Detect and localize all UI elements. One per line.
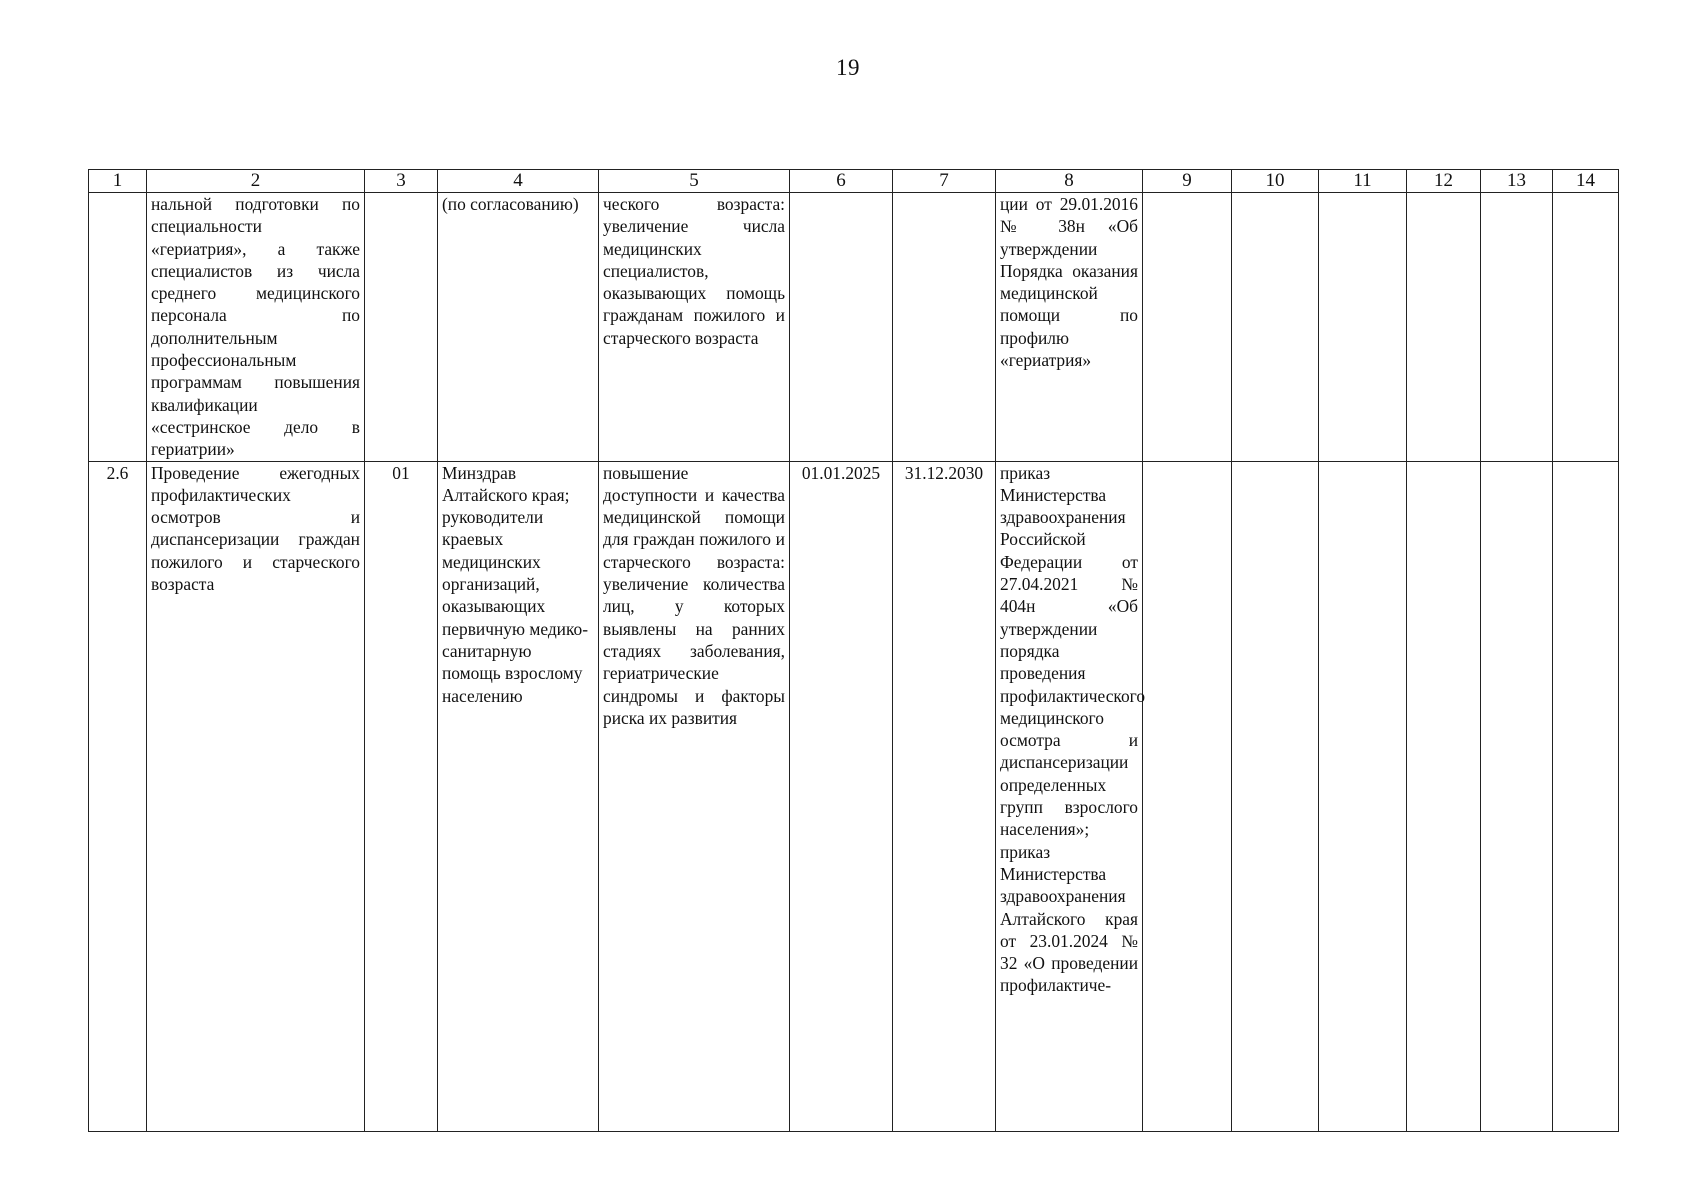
expected-result: повышение доступности и качества медицинской помощи для граждан пожилого и старческого возраста: увеличение количества лиц, у которых выявлены на ранних стадиях заболевания, гериатрические синдромы и факторы риска их развития [599, 461, 790, 1131]
legal-basis: ции от 29.01.2016 № 38н «Об утверждении Порядка оказания медицинской помощи по профилю «гериатрия» [996, 193, 1143, 462]
program-table [88, 169, 1619, 1132]
row-number: 2.6 [89, 461, 147, 1131]
col-header-12: 12 [1407, 170, 1481, 193]
cell-col-13 [1481, 461, 1553, 1131]
table-row [89, 461, 1619, 1131]
cell-col-10 [1232, 461, 1319, 1131]
col-header-7: 7 [893, 170, 996, 193]
header-row [89, 170, 1619, 193]
row-number [89, 193, 147, 462]
executors: (по согласованию) [438, 193, 599, 462]
col-header-2: 2 [147, 170, 365, 193]
col-header-4: 4 [438, 170, 599, 193]
end-date: 31.12.2030 [893, 461, 996, 1131]
legal-basis: приказ Министерства здравоохранения Российской Федерации от 27.04.2021 № 404н «Об утверждении порядка проведения профилактического медицинского осмотра и диспансеризации определенных групп взрослого населения»; приказ Министерства здравоохранения Алтайского края от 23.01.2024 № 32 «О проведении профилактиче- [996, 461, 1143, 1131]
cell-col-11 [1319, 461, 1407, 1131]
col-header-8: 8 [996, 170, 1143, 193]
task-code: 01 [365, 461, 438, 1131]
start-date: 01.01.2025 [790, 461, 893, 1131]
executors: Минздрав Алтайского края; руководители краевых медицинских организаций, оказывающих первичную медико-санитарную помощь взрослому населению [438, 461, 599, 1131]
end-date [893, 193, 996, 462]
cell-col-13 [1481, 193, 1553, 462]
cell-col-12 [1407, 193, 1481, 462]
col-header-5: 5 [599, 170, 790, 193]
col-header-10: 10 [1232, 170, 1319, 193]
col-header-6: 6 [790, 170, 893, 193]
page-number: 19 [836, 55, 860, 80]
cell-col-10 [1232, 193, 1319, 462]
col-header-14: 14 [1553, 170, 1619, 193]
cell-col-11 [1319, 193, 1407, 462]
col-header-1: 1 [89, 170, 147, 193]
col-header-13: 13 [1481, 170, 1553, 193]
table-row [89, 193, 1619, 462]
activity-name: нальной подготовки по специальности «гериатрия», а также специалистов из числа среднего медицинского персонала по дополнительным профессиональным программам повышения квалификации «сестринское дело в гериатрии» [147, 193, 365, 462]
expected-result: ческого возраста: увеличение числа медицинских специалистов, оказывающих помощь гражданам пожилого и старческого возраста [599, 193, 790, 462]
col-header-9: 9 [1143, 170, 1232, 193]
cell-col-9 [1143, 193, 1232, 462]
cell-col-9 [1143, 461, 1232, 1131]
cell-col-14 [1553, 193, 1619, 462]
cell-col-14 [1553, 461, 1619, 1131]
activity-name: Проведение ежегодных профилактических осмотров и диспансеризации граждан пожилого и старческого возраста [147, 461, 365, 1131]
col-header-3: 3 [365, 170, 438, 193]
start-date [790, 193, 893, 462]
task-code [365, 193, 438, 462]
cell-col-12 [1407, 461, 1481, 1131]
col-header-11: 11 [1319, 170, 1407, 193]
